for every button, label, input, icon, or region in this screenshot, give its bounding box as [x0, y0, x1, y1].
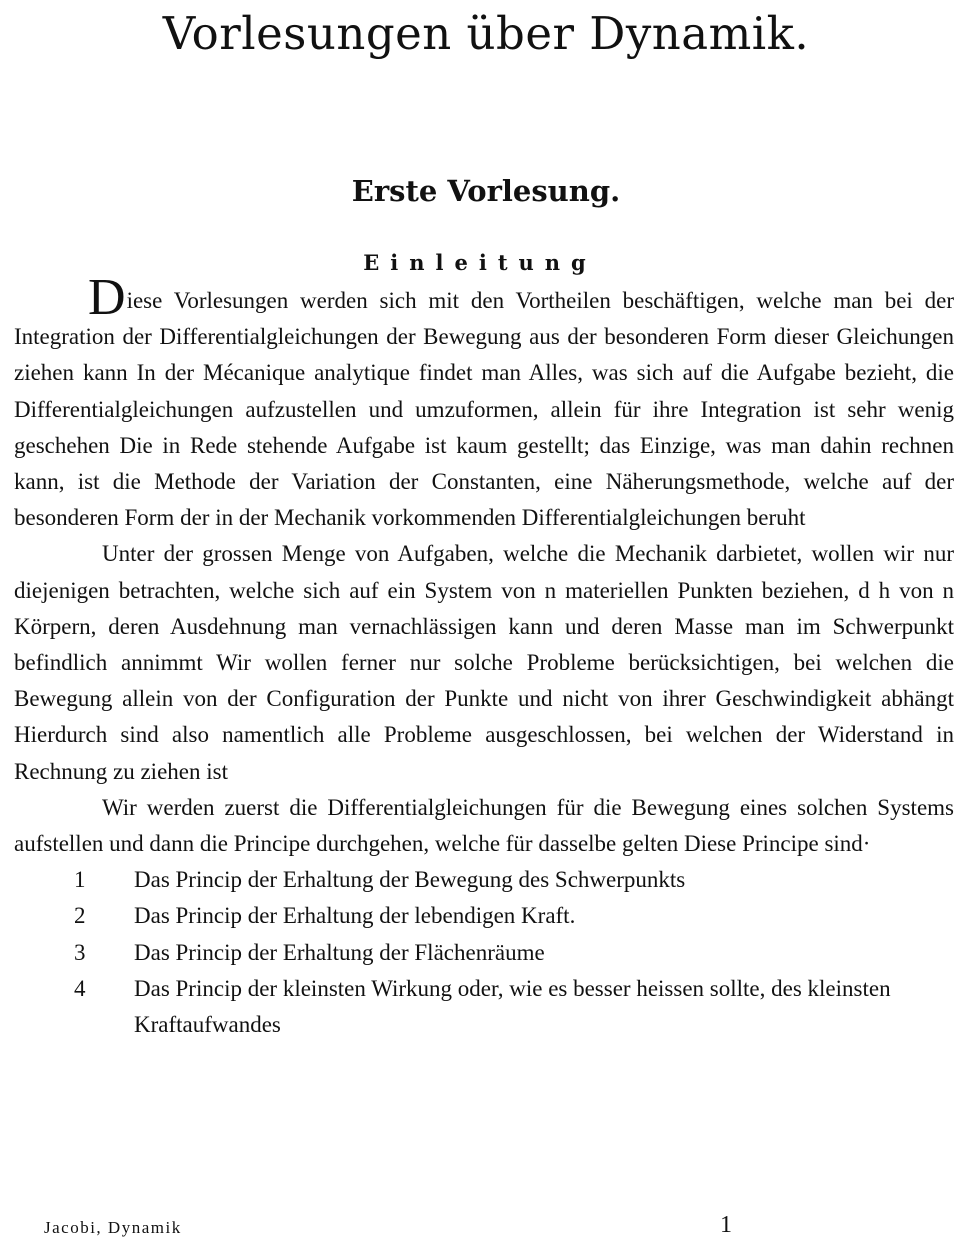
list-item-number: 1	[74, 867, 86, 893]
book-title: Vorlesungen über Dynamik.	[162, 7, 810, 60]
list-item	[14, 935, 954, 971]
list-item	[14, 971, 954, 1043]
section-title: Einleitung	[363, 250, 597, 275]
paragraph-1	[14, 269, 954, 536]
paragraph-2: Unter der grossen Menge von Aufgaben, welche die Mechanik darbietet, wollen wir nur diejenigen betrachten, welche sich auf ein System von n materiellen Punkten beziehen, d h von n Körpern, deren Ausdehnung man vernachlässigen kann und deren Masse man im Schwerpunkt befindlich annimmt Wir wollen ferner nur solche Probleme berücksichtigen, bei welchen die Bewegung allein von der Configuration der Punkte und nicht von ihrer Geschwindigkeit abhängt Hierdurch sind also namentlich alle Probleme ausgeschlossen, bei welchen der Widerstand in Rechnung zu ziehen ist	[14, 541, 954, 784]
list-item-number: 4	[74, 975, 86, 1001]
list-item-text: Das Princip der Erhaltung der lebendigen Kraft.	[134, 903, 576, 929]
drop-cap: D	[88, 269, 126, 326]
list-item-text: Das Princip der kleinsten Wirkung oder, wie es besser heissen sollte, des kleinsten Kraftaufwandes	[134, 975, 891, 1038]
list-item-text: Das Princip der Erhaltung der Bewegung des Schwerpunkts	[134, 867, 686, 893]
signature-line: Jacobi, Dynamik	[44, 1218, 182, 1237]
list-item	[14, 898, 954, 934]
list-item	[14, 862, 954, 898]
sheet-mark: 1	[720, 1212, 732, 1238]
lecture-title: Erste Vorlesung.	[351, 174, 621, 208]
principles-list	[14, 862, 954, 1043]
body-text	[14, 269, 954, 1043]
list-item-text: Das Princip der Erhaltung der Flächenräume	[134, 939, 545, 965]
list-item-number: 3	[74, 939, 86, 965]
paragraph-3: Wir werden zuerst die Differentialgleichungen für die Bewegung eines solchen Systems aufstellen und dann die Principe durchgehen, welche für dasselbe gelten Diese Principe sind·	[14, 794, 954, 857]
paragraph-1-text: iese Vorlesungen werden sich mit den Vortheilen beschäftigen, welche man bei der Integration der Differentialgleichungen der Bewegung aus der besonderen Form dieser Gleichungen ziehen kann In der Mécanique analytique findet man Alles, was sich auf die Aufgabe bezieht, die Differentialgleichungen aufzustellen und umzuformen, allein für ihre Integration ist sehr wenig geschehen Die in Rede stehende Aufgabe ist kaum gestellt; das Einzige, was man dahin rechnen kann, ist die Methode der Variation der Constanten, eine Näherungsmethode, welche auf der besonderen Form der in der Mechanik vorkommenden Differentialgleichungen beruht	[14, 288, 954, 531]
list-item-number: 2	[74, 903, 86, 929]
